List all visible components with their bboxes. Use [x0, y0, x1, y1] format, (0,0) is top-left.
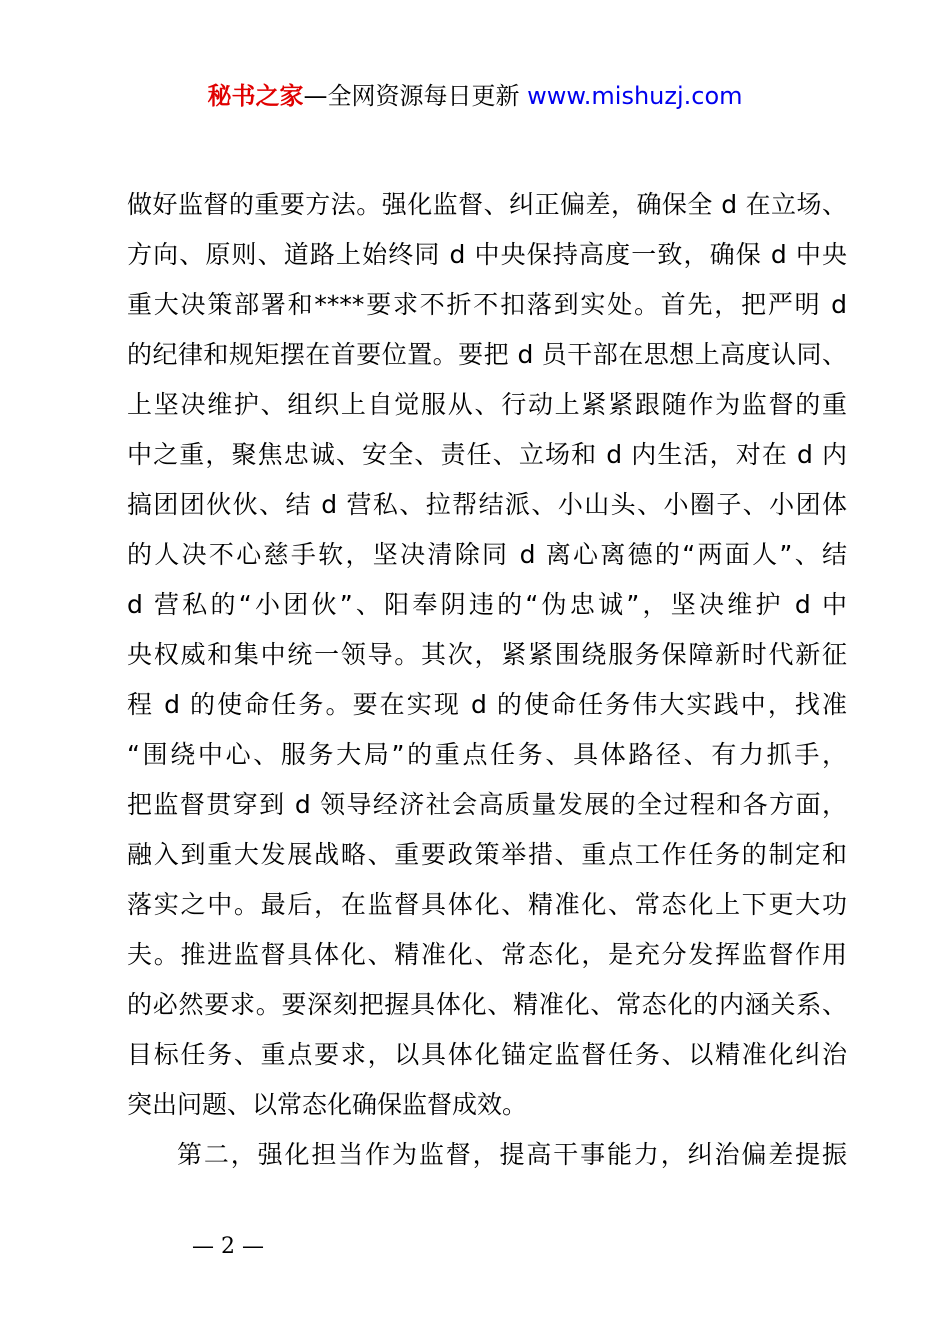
text-line: 突出问题、以常态化确保监督成效。: [127, 1090, 528, 1119]
site-url-link[interactable]: www.mishuzj.com: [527, 82, 743, 110]
text-line: d 营私的“小团伙”、阳奉阴违的“伪忠诚”，坚决维护 d 中: [127, 590, 847, 619]
text-line: 重大决策部署和****要求不折不扣落到实处。首先，把严明 d: [127, 290, 847, 319]
text-line: 程 d 的使命任务。要在实现 d 的使命任务伟大实践中，找准: [127, 690, 847, 719]
page-number: — 2 —: [192, 1234, 264, 1259]
text-line: 融入到重大发展战略、重要政策举措、重点工作任务的制定和: [127, 840, 847, 869]
text-line: 上坚决维护、组织上自觉服从、行动上紧紧跟随作为监督的重: [127, 390, 847, 419]
paragraph-2: [127, 1130, 847, 1180]
site-brand: 秘书之家: [207, 82, 304, 110]
text-line: 搞团团伙伙、结 d 营私、拉帮结派、小山头、小圈子、小团体: [127, 490, 847, 519]
text-line: 的必然要求。要深刻把握具体化、精准化、常态化的内涵关系、: [127, 990, 847, 1019]
text-line: “围绕中心、服务大局”的重点任务、具体路径、有力抓手，: [127, 740, 847, 769]
text-line: 中之重，聚焦忠诚、安全、责任、立场和 d 内生活，对在 d 内: [127, 440, 847, 469]
text-line: 目标任务、重点要求，以具体化锚定监督任务、以精准化纠治: [127, 1040, 847, 1069]
paragraph-1: [127, 180, 847, 1130]
text-line: 第二，强化担当作为监督，提高干事能力，纠治偏差提振: [177, 1140, 847, 1169]
text-line: 方向、原则、道路上始终同 d 中央保持高度一致，确保 d 中央: [127, 240, 847, 269]
text-line: 落实之中。最后，在监督具体化、精准化、常态化上下更大功: [127, 890, 847, 919]
site-slogan: —全网资源每日更新: [303, 82, 528, 110]
site-header: [0, 80, 950, 112]
document-body: [127, 180, 847, 1180]
text-line: 央权威和集中统一领导。其次，紧紧围绕服务保障新时代新征: [127, 640, 847, 669]
text-line: 把监督贯穿到 d 领导经济社会高质量发展的全过程和各方面，: [127, 790, 847, 819]
text-line: 的人决不心慈手软，坚决清除同 d 离心离德的“两面人”、结: [127, 540, 847, 569]
text-line: 夫。推进监督具体化、精准化、常态化，是充分发挥监督作用: [127, 940, 847, 969]
text-line: 做好监督的重要方法。强化监督、纠正偏差，确保全 d 在立场、: [127, 190, 847, 219]
text-line: 的纪律和规矩摆在首要位置。要把 d 员干部在思想上高度认同、: [127, 340, 847, 369]
